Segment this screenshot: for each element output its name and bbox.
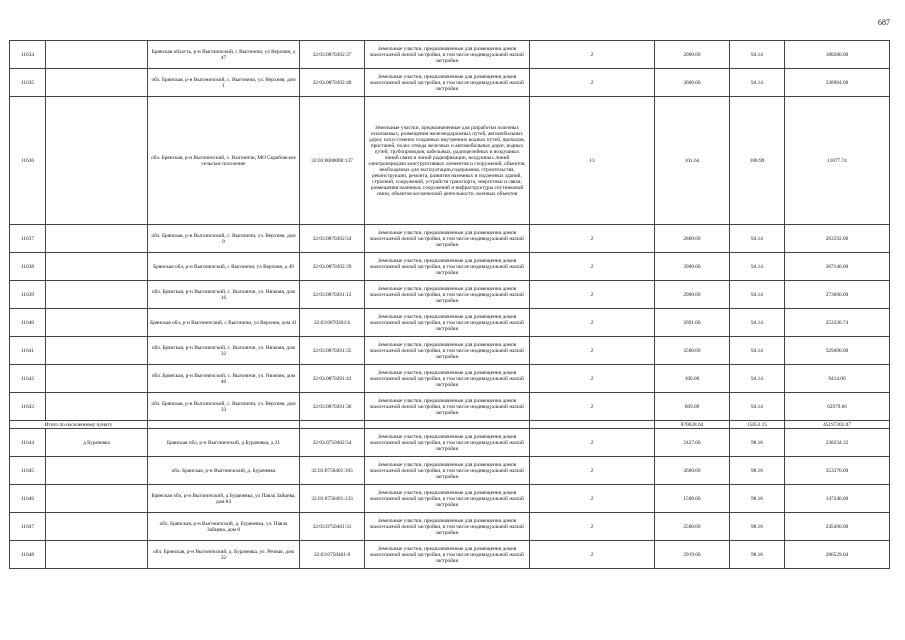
record-number: 11637	[10, 225, 46, 253]
table-row	[10, 69, 890, 97]
record-number: 11635	[10, 69, 46, 97]
address: обл. Брянская, р-н Выгоничский, с. Выгоничи, ул. Нижняя, дом 40	[148, 365, 300, 393]
use-group: 2	[530, 365, 655, 393]
place-cell	[46, 485, 148, 513]
use-group: 2	[530, 485, 655, 513]
table-row	[10, 365, 890, 393]
table-body-burachevka	[10, 429, 890, 569]
record-number: 11634	[10, 41, 46, 69]
land-use: Земельные участки, предназначенные для размещения домов малоэтажной жилой застройки, в том числе индивидуальной жилой застройки	[365, 513, 530, 541]
table-body-vygonichi	[10, 41, 890, 421]
specific-value: 94.14	[730, 225, 785, 253]
land-use: Земельные участки, предназначенные для размещения домов малоэтажной жилой застройки, в том числе индивидуальной жилой застройки	[365, 393, 530, 421]
address: обл. Брянская, р-н Выгоничский, д. Бурачевка, ул. Речная, дом 32	[148, 541, 300, 569]
cadastral-number: 32:03:0750401:105	[300, 457, 365, 485]
page-number: 687	[878, 18, 890, 27]
area: 100.00	[655, 365, 730, 393]
settlement-label: д Бурачевка	[46, 429, 148, 457]
cadastral-value: 11077.74	[785, 97, 890, 225]
land-use: Земельные участки, предназначенные для размещения домов малоэтажной жилой застройки, в том числе индивидуальной жилой застройки	[365, 225, 530, 253]
cadastral-number: 32:03:0750401:31	[300, 513, 365, 541]
area: 3600.00	[655, 457, 730, 485]
cadastral-number: 32:03:0750401:8	[300, 541, 365, 569]
area: 2000.00	[655, 41, 730, 69]
cadastral-value: 188280.00	[785, 41, 890, 69]
record-number: 11638	[10, 253, 46, 281]
address: обл. Брянская, р-н Выгоничский, с. Выгоничи, МО Скрабовское сельское поселение	[148, 97, 300, 225]
land-use: Земельные участки, предназначенные для размещения домов малоэтажной жилой застройки, в том числе индивидуальной жилой застройки	[365, 485, 530, 513]
address: обл. Брянская, р-н Выгоничский, с. Выгоничи, ул. Нижняя, дом 32	[148, 337, 300, 365]
cadastral-number: 32:03:0870202:37	[300, 41, 365, 69]
place-cell	[46, 225, 148, 253]
use-group: 2	[530, 281, 655, 309]
record-number: 11648	[10, 541, 46, 569]
specific-value: 94.14	[730, 69, 785, 97]
table-row	[10, 457, 890, 485]
record-number: 11640	[10, 309, 46, 337]
subtotal-empty-cell	[300, 421, 365, 429]
table-row	[10, 225, 890, 253]
record-number: 11642	[10, 365, 46, 393]
record-number: 11639	[10, 281, 46, 309]
cadastral-value: 147240.00	[785, 485, 890, 513]
specific-value: 98.16	[730, 457, 785, 485]
table-row	[10, 541, 890, 569]
table-row	[10, 281, 890, 309]
place-cell	[46, 393, 148, 421]
place-cell	[46, 541, 148, 569]
area: 2427.00	[655, 429, 730, 457]
record-number: 11645	[10, 457, 46, 485]
specific-value: 94.14	[730, 281, 785, 309]
area: 101.64	[655, 97, 730, 225]
area: 1500.00	[655, 485, 730, 513]
cadastral-value: 263592.00	[785, 225, 890, 253]
cadastral-value: 245400.00	[785, 513, 890, 541]
cadastral-number: 32:03:0870202:6	[300, 309, 365, 337]
address: обл. Брянская, р-н Выгоничский, с. Выгоничи, ул. Верхняя, дом 1	[148, 69, 300, 97]
subtotal-row	[10, 421, 890, 429]
land-use: Земельные участки, предназначенные для размещения домов малоэтажной жилой застройки, в том числе индивидуальной жилой застройки	[365, 365, 530, 393]
place-cell	[46, 253, 148, 281]
cadastral-value: 329490.00	[785, 337, 890, 365]
cadastral-number: 32:03:0870201:43	[300, 365, 365, 393]
cadastral-value: 9414.00	[785, 365, 890, 393]
cadastral-number: 32:03:0870202:39	[300, 253, 365, 281]
address: обл. Брянская, р-н Выгоничский, с. Выгоничи, ул. Нижняя, дом 16	[148, 281, 300, 309]
use-group: 2	[530, 253, 655, 281]
land-use: Земельные участки, предназначенные для размещения домов малоэтажной жилой застройки, в том числе индивидуальной жилой застройки	[365, 429, 530, 457]
area: 669.00	[655, 393, 730, 421]
cadastral-value: 62979.66	[785, 393, 890, 421]
area: 2919.00	[655, 541, 730, 569]
place-cell	[46, 365, 148, 393]
land-register-table	[9, 40, 890, 569]
area: 2800.00	[655, 225, 730, 253]
use-group: 13	[530, 97, 655, 225]
address: Брянская область, р-н Выгоничский, с Выгоничи, ул Верхняя, д 47	[148, 41, 300, 69]
cadastral-value: 286529.04	[785, 541, 890, 569]
cadastral-value: 338904.00	[785, 69, 890, 97]
area: 3500.00	[655, 337, 730, 365]
subtotal-rate: 15853.15	[730, 421, 785, 429]
use-group: 2	[530, 337, 655, 365]
land-use: Земельные участки, предназначенные для размещения домов малоэтажной жилой застройки, в том числе индивидуальной жилой застройки	[365, 69, 530, 97]
area: 2500.00	[655, 513, 730, 541]
cadastral-number: 32:03:0750402:54	[300, 429, 365, 457]
specific-value: 94.14	[730, 253, 785, 281]
subtotal-empty-cell	[365, 421, 530, 429]
address: обл. Брянская, р-н Выгоничский, д. Бурачевка	[148, 457, 300, 485]
specific-value: 108.99	[730, 97, 785, 225]
cadastral-number: 32:03:0870201:35	[300, 337, 365, 365]
address: обл. Брянская, р-н Выгоничский, с. Выгоничи, ул. Верхняя, дом 9	[148, 225, 300, 253]
specific-value: 98.16	[730, 485, 785, 513]
table-row	[10, 97, 890, 225]
area: 2900.00	[655, 281, 730, 309]
cadastral-value: 367146.00	[785, 253, 890, 281]
cadastral-number: 32:03:0870202:48	[300, 69, 365, 97]
cadastral-value: 353376.00	[785, 457, 890, 485]
place-cell	[46, 41, 148, 69]
cadastral-number: 32:03:0870201:12	[300, 281, 365, 309]
specific-value: 94.14	[730, 337, 785, 365]
cadastral-value: 238234.32	[785, 429, 890, 457]
table-row	[10, 429, 890, 457]
use-group: 2	[530, 457, 655, 485]
use-group: 2	[530, 393, 655, 421]
subtotal-empty-cell	[530, 421, 655, 429]
use-group: 2	[530, 69, 655, 97]
land-use: Земельные участки, предназначенные для размещения домов малоэтажной жилой застройки, в том числе индивидуальной жилой застройки	[365, 457, 530, 485]
table-row	[10, 485, 890, 513]
address: обл. Брянская, р-н Выгоничский, с. Выгоничи, ул. Верхняя, дом 33	[148, 393, 300, 421]
place-cell	[46, 457, 148, 485]
cadastral-number: 32:03:0870201:36	[300, 393, 365, 421]
table-row	[10, 253, 890, 281]
land-use: Земельные участки, предназначенные для размещения домов малоэтажной жилой застройки, в том числе индивидуальной жилой застройки	[365, 281, 530, 309]
specific-value: 98.16	[730, 429, 785, 457]
table-row	[10, 41, 890, 69]
use-group: 2	[530, 309, 655, 337]
land-use: Земельные участки, предназначенные для размещения домов малоэтажной жилой застройки, в том числе индивидуальной жилой застройки	[365, 41, 530, 69]
cadastral-value: 273006.00	[785, 281, 890, 309]
specific-value: 98.16	[730, 541, 785, 569]
area: 2691.00	[655, 309, 730, 337]
land-use: Земельные участки, предназначенные для размещения домов малоэтажной жилой застройки, в том числе индивидуальной жилой застройки	[365, 309, 530, 337]
place-cell	[46, 513, 148, 541]
table-row	[10, 309, 890, 337]
address: Брянская обл, р-н Выгоничский, д Бурачевка, д 21	[148, 429, 300, 457]
address: Брянская обл, р-н Выгоничский, д Бурачевка, ул Павла Зайцева, дом 84	[148, 485, 300, 513]
record-number: 11636	[10, 97, 46, 225]
use-group: 2	[530, 541, 655, 569]
land-use: Земельные участки, предназначенные для размещения домов малоэтажной жилой застройки, в том числе индивидуальной жилой застройки	[365, 541, 530, 569]
use-group: 2	[530, 429, 655, 457]
place-cell	[46, 69, 148, 97]
table-row	[10, 337, 890, 365]
record-number: 11644	[10, 429, 46, 457]
address: Брянская обл, р-н Выгоничский, с Выгоничи, ул Верхняя, дом 41	[148, 309, 300, 337]
subtotal-empty-cell	[148, 421, 300, 429]
land-use: Земельные участки, предназначенные для размещения домов малоэтажной жилой застройки, в том числе индивидуальной жилой застройки	[365, 253, 530, 281]
specific-value: 94.14	[730, 41, 785, 69]
area: 3600.00	[655, 69, 730, 97]
specific-value: 94.14	[730, 309, 785, 337]
table-row	[10, 513, 890, 541]
use-group: 2	[530, 41, 655, 69]
record-number: 11641	[10, 337, 46, 365]
table-row	[10, 393, 890, 421]
use-group: 2	[530, 225, 655, 253]
address: Брянская обл, р-н Выгоничский, с Выгоничи, ул Верхняя, д 49	[148, 253, 300, 281]
record-number: 11643	[10, 393, 46, 421]
place-cell	[46, 97, 148, 225]
land-use: Земельные участки, предназначенные для разработки полезных ископаемых, размещения железнодорожных путей, автомобильных дорог, искусственно созданных внутренних водных путей, причалов, пристаней, полос отвода железных и автомобильных дорог, водных путей, трубопроводов, кабельных, радиорелейных и воздушных линий связи и линий радиофикации, воздушных линий электропередачи конструктивных элементов и сооружений, объектов, необходимых для эксплуатации,содержания, строительства, реконструкции, ремонта, развития наземных и подземных зданий, строений, сооружений, устройств транспорта, энергетики и связи; размещения наземных сооружений и инфраструктуры спутниковой связи, объектов космической деятельности, военных объектов	[365, 97, 530, 225]
address: обл. Брянская, р-н Выгоничский, д. Бурачевка, ул. Павла Зайцева, дом 8	[148, 513, 300, 541]
specific-value: 94.14	[730, 365, 785, 393]
subtotal-area: 870628.04	[655, 421, 730, 429]
place-cell	[46, 337, 148, 365]
place-cell	[46, 281, 148, 309]
record-number: 11646	[10, 485, 46, 513]
subtotal-section	[10, 421, 890, 429]
area: 3900.00	[655, 253, 730, 281]
land-use: Земельные участки, предназначенные для размещения домов малоэтажной жилой застройки, в том числе индивидуальной жилой застройки	[365, 337, 530, 365]
subtotal-value: 45197202.07	[785, 421, 890, 429]
use-group: 2	[530, 513, 655, 541]
subtotal-label: Итого по населенному пункту	[10, 421, 148, 429]
specific-value: 98.16	[730, 513, 785, 541]
cadastral-number: 32:03:0000000:137	[300, 97, 365, 225]
cadastral-number: 32:03:0750401:133	[300, 485, 365, 513]
record-number: 11647	[10, 513, 46, 541]
cadastral-number: 32:03:0870202:54	[300, 225, 365, 253]
cadastral-value: 253330.74	[785, 309, 890, 337]
place-cell	[46, 309, 148, 337]
specific-value: 94.14	[730, 393, 785, 421]
